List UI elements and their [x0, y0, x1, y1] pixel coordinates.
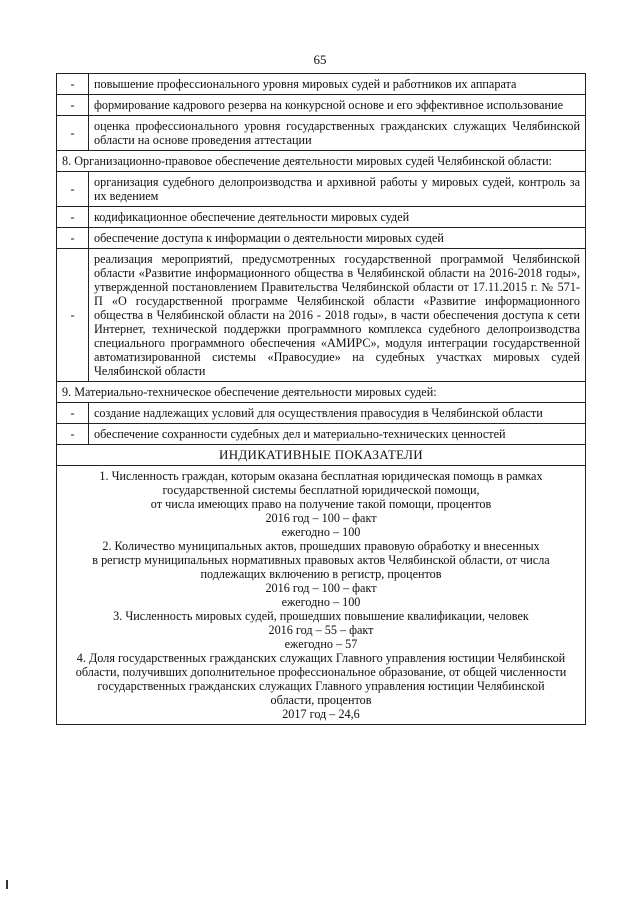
- indicator-line: от числа имеющих право на получение такой помощи, процентов: [150, 497, 492, 511]
- indicator-annual: ежегодно – 57: [284, 637, 358, 651]
- bullet-dash: -: [57, 424, 89, 445]
- bullet-dash: -: [57, 228, 89, 249]
- indicator-line: государственных гражданских служащих Главного управления юстиции Челябинской: [97, 679, 545, 693]
- bullet-dash: -: [57, 116, 89, 151]
- list-item: оценка профессионального уровня государственных гражданских служащих Челябинской области на основе проведения аттестации: [89, 116, 586, 151]
- list-item: формирование кадрового резерва на конкурсной основе и его эффективное использование: [89, 95, 586, 116]
- scan-margin-mark: [6, 880, 8, 889]
- indicators-block: [57, 466, 586, 725]
- table-row: [57, 74, 586, 95]
- bullet-dash: -: [57, 95, 89, 116]
- page-number: 65: [313, 52, 327, 67]
- table-row: [57, 403, 586, 424]
- list-item: обеспечение сохранности судебных дел и материально-технических ценностей: [89, 424, 586, 445]
- bullet-dash: -: [57, 172, 89, 207]
- indicator-line: области, получивших дополнительное профессиональное образование, от общей численности: [75, 665, 567, 679]
- bullet-dash: -: [57, 249, 89, 382]
- indicator-fact: 2016 год – 100 – факт: [265, 581, 377, 595]
- indicator-fact: 2016 год – 100 – факт: [265, 511, 377, 525]
- table-row: [57, 424, 586, 445]
- bullet-dash: -: [57, 207, 89, 228]
- indicator-fact: 2016 год – 55 – факт: [268, 623, 374, 637]
- indicator-3: [62, 609, 580, 651]
- table-row: [57, 116, 586, 151]
- heading-row: [57, 445, 586, 466]
- list-item: реализация мероприятий, предусмотренных государственной программой Челябинской области «Развитие информационного общества в Челябинской области на 2016-2018 годы», утвержденной постановлением Правительства Челябинской области от 17.11.2015 г. № 571-П «О государственной программе Челябинской области «Развитие информационного общества в Челябинской области на 2016 - 2018 годы», в части обеспечения доступа к сети Интернет, технической поддержки программного комплекса судебного делопроизводства специального программного обеспечения «АМИРС», модуля интеграции государственной автоматизированной системы «Правосудие» на судебных участках мировых судей Челябинской области: [89, 249, 586, 382]
- indicator-line: 4. Доля государственных гражданских служащих Главного управления юстиции Челябинской: [76, 651, 566, 665]
- table-row: [57, 95, 586, 116]
- indicator-line: 2. Количество муниципальных актов, прошедших правовую обработку и внесенных: [102, 539, 540, 553]
- list-item: кодификационное обеспечение деятельности мировых судей: [89, 207, 586, 228]
- indicator-1: [62, 469, 580, 539]
- indicator-annual: ежегодно – 100: [281, 595, 361, 609]
- table-row: [57, 172, 586, 207]
- section-9-title: 9. Материально-техническое обеспечение деятельности мировых судей:: [57, 382, 586, 403]
- section-row: [57, 382, 586, 403]
- list-item: создание надлежащих условий для осуществления правосудия в Челябинской области: [89, 403, 586, 424]
- indicator-line: 3. Численность мировых судей, прошедших повышение квалификации, человек: [113, 609, 529, 623]
- bullet-dash: -: [57, 74, 89, 95]
- table-row: [57, 228, 586, 249]
- indicator-4: [62, 651, 580, 721]
- list-item: организация судебного делопроизводства и архивной работы у мировых судей, контроль за их ведением: [89, 172, 586, 207]
- section-row: [57, 151, 586, 172]
- bullet-dash: -: [57, 403, 89, 424]
- measures-table: [56, 73, 586, 725]
- indicator-line: 1. Численность граждан, которым оказана бесплатная юридическая помощь в рамках: [99, 469, 543, 483]
- indicator-line: в регистр муниципальных нормативных правовых актов Челябинской области, от числа: [92, 553, 550, 567]
- list-item: обеспечение доступа к информации о деятельности мировых судей: [89, 228, 586, 249]
- section-8-title: 8. Организационно-правовое обеспечение деятельности мировых судей Челябинской области:: [57, 151, 586, 172]
- indicator-2: [62, 539, 580, 609]
- table-row: [57, 207, 586, 228]
- list-item: повышение профессионального уровня мировых судей и работников их аппарата: [89, 74, 586, 95]
- table-row: [57, 249, 586, 382]
- indicators-heading: ИНДИКАТИВНЫЕ ПОКАЗАТЕЛИ: [57, 445, 586, 466]
- indicators-row: [57, 466, 586, 725]
- indicator-line: области, процентов: [270, 693, 372, 707]
- indicator-fact: 2017 год – 24,6: [282, 707, 360, 721]
- indicator-line: подлежащих включению в регистр, процентов: [200, 567, 442, 581]
- indicator-annual: ежегодно – 100: [281, 525, 361, 539]
- indicator-line: государственной системы бесплатной юридической помощи,: [162, 483, 480, 497]
